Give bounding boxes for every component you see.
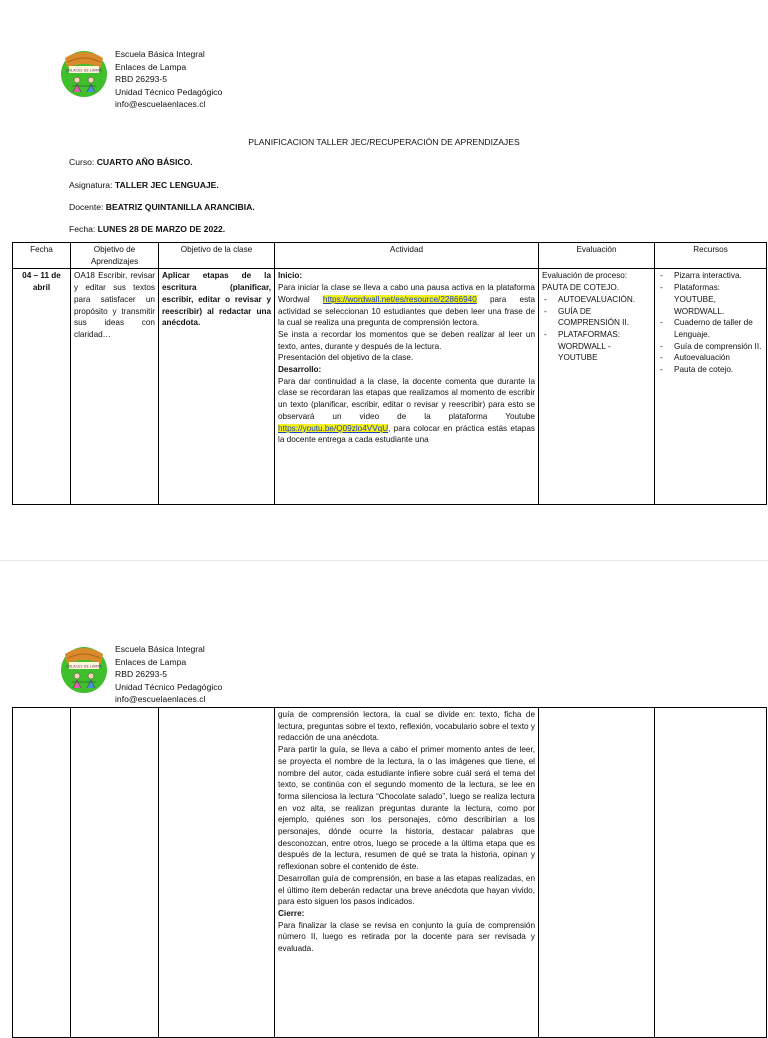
continuation-paragraph: Para finalizar la clase se revisa en conjunto la guía de comprensión número II, luego es retirada por la docente para ser revisada y evaluada.: [278, 920, 535, 954]
asignatura-line: [69, 180, 219, 190]
fecha-line: [69, 224, 225, 234]
desarrollo-text-2: , para colocar en práctica estás etapas la docente entrega a cada estudiante una: [278, 423, 535, 445]
planning-table-continued: [12, 707, 767, 1038]
document-page-2: [0, 560, 768, 1025]
continuation-paragraph: Desarrollan guía de comprensión, en base a las etapas realizadas, en el último ítem deberán redactar una breve anécdota que hayan vivido, para esto siguen los pasos indicados.: [278, 873, 535, 907]
cell-fecha: 04 – 11 de abril: [13, 269, 71, 505]
cell-objetivo-clase: Aplicar etapas de la escritura (planificar, escribir, editar o revisar y reescribir) al redactar una anécdota.: [159, 269, 275, 505]
table-row: [13, 269, 767, 505]
cell-oa-empty: [71, 708, 159, 1038]
recursos-item: - Autoevaluación: [658, 352, 763, 364]
school-unit: Unidad Técnico Pedagógico: [115, 86, 223, 97]
cell-objetivo-clase-empty: [159, 708, 275, 1038]
header-recursos: Recursos: [655, 243, 767, 269]
cell-actividad-continued: [275, 708, 539, 1038]
wordwall-link[interactable]: https://wordwall.net/es/resource/22866940: [322, 294, 477, 304]
asignatura-label: Asignatura:: [69, 180, 113, 190]
table-row: [13, 708, 767, 1038]
school-logo: [59, 640, 109, 696]
cell-actividad: [275, 269, 539, 505]
school-unit: Unidad Técnico Pedagógico: [115, 681, 223, 692]
curso-value: CUARTO AÑO BÁSICO.: [96, 157, 193, 167]
recursos-item: - Plataformas: YOUTUBE, WORDWALL.: [658, 282, 763, 317]
recursos-item: - Cuaderno de taller de Lenguaje.: [658, 317, 763, 340]
continuation-paragraph: Para partir la guía, se lleva a cabo el primer momento antes de leer, se proyecta el nombre de la lectura, la o las imágenes que tiene, el nombre del autor, cada estudiante infiere sobre cuál será el tema del texto, se continúa con el segundo momento de la lectura, se lee en forma silenciosa la lectura “Chocolate salado”, luego se realiza lectura en voz alta, se realizan preguntas durante la lectura, como por ejemplo, quiénes son los personajes, cómo describirían a los personajes, dónde ocurre la historia, destacar palabras que desconozcan, entre otros, luego se procede a la última etapa que es después de la lectura, resumen de qué se trata la historia, opinan y reflexionan sobre el contenido de éste.: [278, 745, 535, 872]
evaluacion-item: - GUÍA DE COMPRENSIÓN II.: [542, 306, 651, 329]
recursos-item: - Pizarra interactiva.: [658, 270, 763, 282]
docente-value: BEATRIZ QUINTANILLA ARANCIBIA.: [105, 202, 255, 212]
docente-label: Docente:: [69, 202, 104, 212]
continuation-paragraph: guía de comprensión lectora, la cual se divide en: texto, ficha de lectura, preguntas sobre el texto, reflexión, vocabulario sobre el texto y redacción de una anécdota.: [278, 710, 535, 743]
cell-evaluacion: [539, 269, 655, 505]
desarrollo-label: Desarrollo:: [278, 365, 322, 375]
docente-line: [69, 202, 255, 212]
school-email: info@escuelaenlaces.cl: [115, 694, 206, 705]
cell-recursos-empty: [655, 708, 767, 1038]
school-name: Escuela Básica Integral: [115, 49, 205, 59]
recursos-list: [658, 270, 763, 375]
table-header-row: [13, 243, 767, 269]
evaluacion-item: - PLATAFORMAS: WORDWALL - YOUTUBE: [542, 329, 651, 364]
inicio-text-2: para esta actividad se seleccionan 10 estudiantes que deben leer una frase de la cual se realiza una pregunta de comprensión lectora.: [278, 294, 536, 328]
fecha-label: Fecha:: [69, 224, 96, 234]
inicio-text-3: Se insta a recordar los momentos que se deben realizar al leer un texto, antes, durante y después de la lectura.: [278, 329, 535, 351]
school-name: Escuela Básica Integral: [115, 644, 205, 654]
desarrollo-paragraph: [278, 376, 535, 446]
inicio-text-1: Para iniciar la clase se lleva a cabo una pausa activa en la plataforma Wordwal: [278, 283, 535, 304]
recursos-item: - Pauta de cotejo.: [658, 364, 763, 376]
school-email: info@escuelaenlaces.cl: [115, 99, 206, 110]
svg-text:ENLACES DE LAMPA: ENLACES DE LAMPA: [66, 664, 102, 669]
cell-recursos: [655, 269, 767, 505]
cell-oa: OA18 Escribir, revisar y editar sus textos para satisfacer un propósito y transmitir sus ideas con claridad…: [71, 269, 159, 505]
school-rbd: RBD 26293-5: [115, 74, 168, 85]
evaluacion-list: [542, 294, 651, 364]
inicio-text-4: Presentación del objetivo de la clase.: [278, 353, 414, 363]
curso-line: [69, 157, 193, 167]
document-title: PLANIFICACION TALLER JEC/RECUPERACIÓN DE APRENDIZAJES: [248, 137, 520, 147]
header-objetivo-aprendizajes: Objetivo de Aprendizajes: [71, 243, 159, 269]
header-objetivo-clase: Objetivo de la clase: [159, 243, 275, 269]
evaluacion-intro: Evaluación de proceso: PAUTA DE COTEJO.: [542, 271, 628, 293]
cierre-label: Cierre:: [278, 908, 305, 918]
school-subname: Enlaces de Lampa: [115, 656, 187, 667]
header-fecha: Fecha: [13, 243, 71, 269]
planning-table: [12, 242, 767, 505]
cell-evaluacion-empty: [539, 708, 655, 1038]
fecha-value: LUNES 28 DE MARZO DE 2022.: [97, 224, 226, 234]
desarrollo-text-1: Para dar continuidad a la clase, la docente comenta que durante la clase se recordaran las etapas que realizamos al momento de escribir un texto (planificar, escribir, editar o revisar y reescribir) para esto se observará un video de la plataforma Youtube: [278, 376, 535, 421]
youtube-link[interactable]: https://youtu.be/Q09zlo4VVqU: [278, 423, 389, 433]
asignatura-value: TALLER JEC LENGUAJE.: [114, 180, 219, 190]
inicio-paragraph: [278, 282, 535, 329]
school-rbd: RBD 26293-5: [115, 669, 168, 680]
recursos-item: - Guía de comprensión II.: [658, 341, 763, 353]
cell-fecha-empty: [13, 708, 71, 1038]
curso-label: Curso:: [69, 157, 95, 167]
school-subname: Enlaces de Lampa: [115, 61, 187, 72]
school-info: [115, 643, 222, 706]
inicio-label: Inicio:: [278, 271, 303, 281]
school-logo: [59, 44, 109, 100]
header-actividad: Actividad: [275, 243, 539, 269]
school-info: [115, 48, 222, 111]
svg-text:ENLACES DE LAMPA: ENLACES DE LAMPA: [66, 68, 102, 73]
evaluacion-item: - AUTOEVALUACIÓN.: [542, 294, 651, 306]
header-evaluacion: Evaluación: [539, 243, 655, 269]
